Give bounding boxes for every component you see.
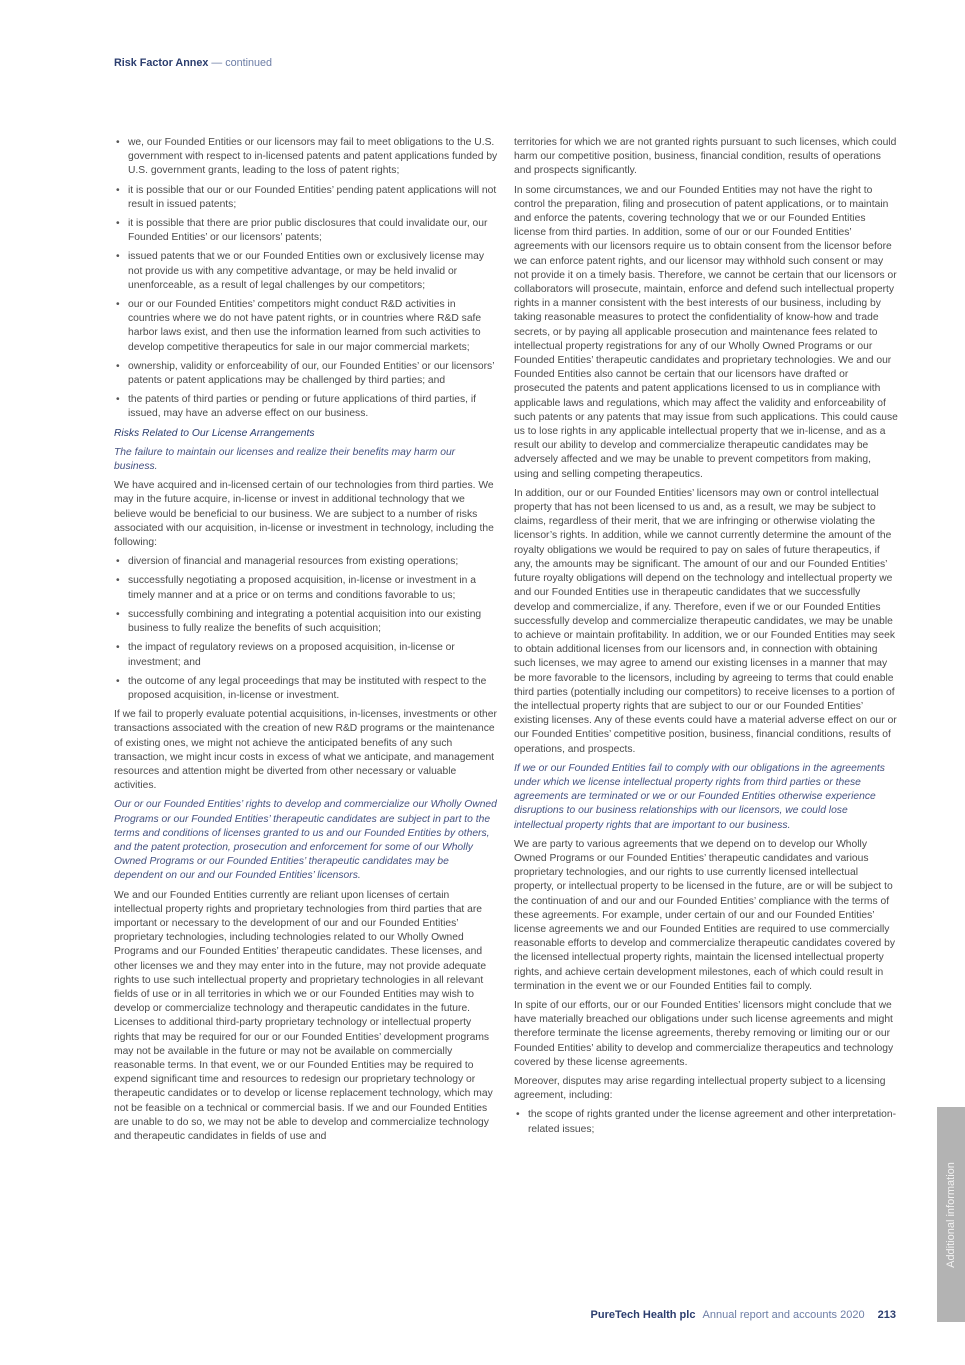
paragraph: Moreover, disputes may arise regarding intellectual property subject to a licensing agreement, including:: [514, 1076, 886, 1102]
list-item: • our or our Founded Entities’ competitors might conduct R&D activities in countries where we do not have patent rights, or in countries where R&D safe harbor laws exist, and then use the information learned from such activities to develop competitive therapeutics for sale in our major commercial markets;: [114, 298, 498, 355]
bullet-list: [114, 555, 498, 703]
right-column: [514, 136, 898, 1142]
paragraph: We have acquired and in-licensed certain of our technologies from third parties. We may in the future acquire, in-license or invest in additional technology that we believe would be beneficial to our business. We are subject to a number of risks associated with our acquisition, in-license or investment in technology, including the following:: [114, 480, 494, 549]
list-item: • we, our Founded Entities or our licensors may fail to meet obligations to the U.S. government with respect to in-licensed patents and patent applications funded by U.S. government grants, leading to the loss of patent rights;: [114, 136, 498, 179]
subsection-heading: Risks Related to Our License Arrangements: [114, 427, 315, 439]
list-item: • the scope of rights granted under the license agreement and other interpretation-related issues;: [514, 1108, 898, 1136]
list-item: • the patents of third parties or pending or future applications of third parties, if issued, may have an adverse effect on our business.: [114, 393, 498, 421]
page-footer: [591, 1309, 896, 1321]
section-suffix: — continued: [211, 57, 273, 69]
list-item: • it is possible that our or our Founded Entities’ pending patent applications will not result in issued patents;: [114, 184, 498, 212]
list-item: • successfully combining and integrating a potential acquisition into our existing business to fully realize the benefits of such acquisition;: [114, 608, 498, 636]
paragraph: We are party to various agreements that we depend on to develop our Wholly Owned Programs or our Founded Entities’ therapeutic candidates and various proprietary technologies, and our rights to use currently licensed intellectual property, or intellectual property to be licensed in the future, are or will be subject to the continuation of and our and our Founded Entities’ compliance with the terms of these agreements. For example, under certain of our and our Founded Entities’ license agreements we and our Founded Entities are required to use commercially reasonable efforts to develop and commercialize therapeutic candidates covered by the licensed intellectual property rights, maintain the licensed intellectual property rights, and achieve certain development milestones, each of which could result in termination in the event we or our Founded Entities fail to comply.: [514, 838, 896, 992]
page-number: 213: [877, 1309, 896, 1321]
report-title: Annual report and accounts 2020: [702, 1309, 865, 1321]
list-item: • the impact of regulatory reviews on a proposed acquisition, in-license or investment; and: [114, 641, 498, 669]
paragraph: If we fail to properly evaluate potential acquisitions, in-licenses, investments or other transactions associated with the creation of new R&D programs or the maintenance of existing ones, we might not achieve the anticipated benefits of any such transaction, we might incur costs in excess of what we anticipate, and management resources and attention might be diverted from other necessary or valuable activities.: [114, 709, 497, 792]
section-side-tab[interactable]: [937, 1107, 965, 1322]
paragraph: In spite of our efforts, our or our Founded Entities’ licensors might conclude that we have materially breached our obligations under such license agreements and might therefore terminate the license agreements, thereby removing or limiting our or our Founded Entities’ ability to develop and commercialize therapeutics and technology covered by these license agreements.: [514, 999, 894, 1068]
list-item: • successfully negotiating a proposed acquisition, in-license or investment in a timely manner and at a price or on terms and conditions favorable to us;: [114, 574, 498, 602]
list-item: • diversion of financial and managerial resources from existing operations;: [114, 555, 498, 569]
side-tab-label: Additional information: [945, 1161, 957, 1268]
risk-heading: Our or our Founded Entities’ rights to develop and commercialize our Wholly Owned Programs or our Founded Entities’ therapeutic candidates are subject in part to the terms and conditions of licenses granted to us and our Founded Entities by others, and the patent protection, prosecution and enforcement for some of our Wholly Owned Programs or our Founded Entities’ therapeutic candidates may be dependent on our and our Founded Entities’ licensors.: [114, 799, 497, 882]
risk-heading: The failure to maintain our licenses and realize their benefits may harm our business.: [114, 446, 456, 473]
list-item: • the outcome of any legal proceedings that may be instituted with respect to the proposed acquisition, in-license or investment.: [114, 675, 498, 703]
section-title: Risk Factor Annex: [114, 57, 209, 69]
paragraph: We and our Founded Entities currently are reliant upon licenses of certain intellectual property rights and proprietary technologies from third parties that are important or necessary to the development of our and our Founded Entities’ proprietary technologies, including technologies related to our Wholly Owned Programs and our Founded Entities’ therapeutic candidates. These licenses, and other licenses we and they may enter into in the future, may not provide adequate rights to use such intellectual property and proprietary technologies in all relevant fields of use or in all territories in which we or our Founded Entities may wish to develop or commercialize technology and therapeutic candidates in the future. Licenses to additional third-party proprietary technology or intellectual property rights that may be required for our or our Founded Entities’ development programs may not be available in the future or may not be available on commercially reasonable terms. In that event, we or our Founded Entities may be required to expend significant time and resources to redesign our proprietary technology or therapeutic candidates or to develop or license replacement technology, which may not be feasible on a technical or commercial basis. If we and our Founded Entities are unable to do so, we may not be able to develop and commercialize technology and therapeutic candidates in fields of use and: [114, 889, 493, 1142]
list-item: • it is possible that there are prior public disclosures that could invalidate our, our Founded Entities’ or our licensors’ patents;: [114, 217, 498, 245]
paragraph: In addition, our or our Founded Entities’ licensors may own or control intellectual property that has not been licensed to us and, as a result, we may be subject to claims, regardless of their merit, that we are infringing or otherwise violating the licensor’s rights. In addition, while we cannot currently determine the amount of the royalty obligations we would be required to pay on sales of future therapeutics, if any, the amounts may be significant. The amount of our and our Founded Entities’ future royalty obligations will depend on the technology and intellectual property we and our Founded Entities use in therapeutic candidates that we successfully develop and commercialize, if any. Therefore, even if we or our Founded Entities successfully develop and commercialize therapeutic candidates, we may be unable to achieve or maintain profitability. In addition, we or our Founded Entities may seek to obtain additional licenses from our licensors and, in connection with obtaining such licenses, we may agree to amend our existing licenses in a manner that may be more favorable to the licensors, including by agreeing to terms that could enable third parties (potentially including our competitors) to receive licenses to a portion of the intellectual property rights that are subject to our or our Founded Entities’ existing licenses. Any of these events could have a material adverse effect on our or our Founded Entities’ competitive position, business, financial conditions, results of operations, and prospects.: [514, 487, 897, 755]
bullet-list: [514, 1108, 898, 1136]
bullet-list: [114, 136, 498, 422]
paragraph: In some circumstances, we and our Founded Entities may not have the right to control the preparation, filing and prosecution of patent applications, or to maintain and enforce the patents, covering technology that we or our Founded Entities license from third parties. In addition, some of our or our Founded Entities’ agreements with our licensors require us to obtain consent from the licensor before we can enforce patent rights, and our licensor may withhold such consent or may not provide it on a timely basis. Therefore, we cannot be certain that our licensors or collaborators will prosecute, maintain, enforce and defend such intellectual property rights in a manner consistent with the best interests of our business, including by taking reasonable measures to protect the confidentiality of know-how and trade secrets, or by paying all applicable prosecution and maintenance fees related to intellectual property registrations for any of our Wholly Owned Programs or our Founded Entities’ therapeutic candidates and proprietary technologies. We and our Founded Entities also cannot be certain that our licensors have drafted or prosecuted the patents and patent applications licensed to us in compliance with applicable laws and regulations, which may affect the validity and enforceability of such patents or any patents that may issue from such applications. This could cause us to lose rights in any applicable intellectual property that we in-license, and as a result our ability to develop and commercialize therapeutic candidates may be adversely affected and we may be unable to prevent competitors from making, using and selling competing therapeutics.: [514, 184, 898, 480]
left-column: [114, 136, 498, 1149]
list-item: • issued patents that we or our Founded Entities own or exclusively license may not provide us with any competitive advantage, or may be held invalid or unenforceable, as a result of legal challenges by our competitors;: [114, 250, 498, 293]
risk-heading: If we or our Founded Entities fail to comply with our obligations in the agreements under which we license intellectual property rights from third parties or these agreements are terminated or we or our Founded Entities otherwise experience disruptions to our business relationships with our licensors, we could lose intellectual property rights that are important to our business.: [514, 762, 885, 831]
running-header: [114, 57, 272, 69]
paragraph: territories for which we are not granted rights pursuant to such licenses, which could harm our competitive position, business, financial condition, results of operations and prospects significantly.: [514, 137, 897, 177]
company-name: PureTech Health plc: [590, 1309, 696, 1321]
list-item: • ownership, validity or enforceability of our, our Founded Entities’ or our licensors’ patents or patent applications may be challenged by third parties; and: [114, 360, 498, 388]
